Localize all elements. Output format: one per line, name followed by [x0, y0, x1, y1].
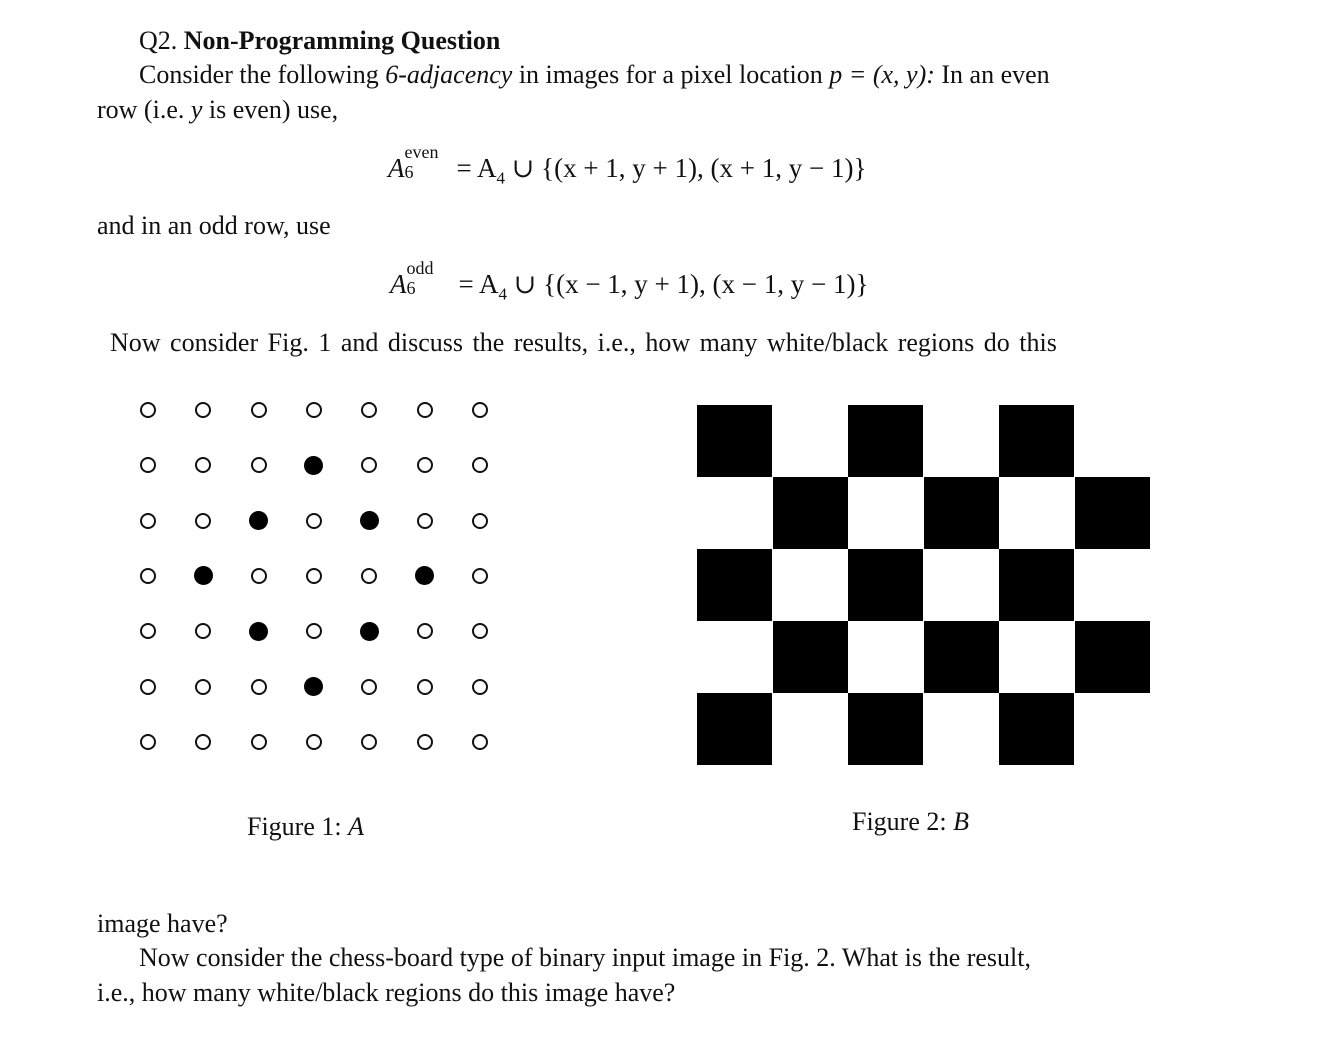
line2-var: y	[190, 95, 203, 124]
white-pixel	[417, 623, 433, 639]
white-pixel	[417, 679, 433, 695]
white-pixel	[140, 402, 156, 418]
white-pixel	[417, 402, 433, 418]
black-square	[773, 621, 848, 693]
eq-odd-set: ∪ {(x − 1, y + 1), (x − 1, y − 1)}	[507, 269, 869, 299]
white-square	[697, 477, 772, 549]
fig2-question-line-2: i.e., how many white/black regions do this image have?	[97, 978, 676, 1007]
eq-odd-sup: odd	[406, 258, 434, 278]
black-pixel	[249, 511, 268, 530]
white-pixel	[251, 734, 267, 750]
eq-odd-lhs: A	[390, 269, 407, 299]
white-square	[848, 621, 923, 693]
eq-odd-rhs-sub: 4	[498, 284, 507, 304]
black-square	[697, 693, 772, 765]
intro-text-b: in images for a pixel location	[518, 60, 823, 89]
black-square	[924, 621, 999, 693]
image-have-text: image have?	[97, 909, 228, 938]
figure2-caption-prefix: Figure 2:	[852, 807, 947, 836]
figure1-caption-prefix: Figure 1:	[247, 812, 342, 841]
white-pixel	[140, 623, 156, 639]
white-square	[1075, 405, 1150, 477]
white-pixel	[195, 734, 211, 750]
white-pixel	[361, 457, 377, 473]
white-pixel	[140, 513, 156, 529]
white-pixel	[195, 457, 211, 473]
white-square	[924, 549, 999, 621]
white-pixel	[417, 457, 433, 473]
white-pixel	[306, 402, 322, 418]
figure1-caption	[247, 812, 364, 842]
white-pixel	[306, 734, 322, 750]
eq-even-rhs-sub: 4	[496, 168, 505, 188]
intro-math: p = (x, y):	[829, 60, 935, 89]
eq-even-sub: 6	[404, 162, 414, 182]
white-square	[924, 693, 999, 765]
question-title: Non-Programming Question	[183, 26, 501, 55]
black-square	[697, 405, 772, 477]
white-pixel	[140, 679, 156, 695]
black-square	[848, 405, 923, 477]
white-pixel	[306, 513, 322, 529]
black-pixel	[360, 511, 379, 530]
equation-odd	[390, 258, 869, 311]
white-pixel	[306, 623, 322, 639]
question-number: Q2.	[139, 26, 178, 55]
black-pixel	[304, 456, 323, 475]
white-pixel	[361, 568, 377, 584]
white-square	[773, 405, 848, 477]
black-square	[848, 549, 923, 621]
white-square	[1075, 549, 1150, 621]
black-square	[999, 405, 1074, 477]
black-pixel	[304, 677, 323, 696]
intro-text-c: In an even	[941, 60, 1050, 89]
consider-fig1-text: Now consider Fig. 1 and discuss the results, i.e., how many white/black regions do this	[110, 328, 1057, 357]
figure1-caption-var: A	[348, 812, 364, 841]
equation-even	[388, 142, 867, 195]
white-pixel	[251, 402, 267, 418]
black-square	[924, 477, 999, 549]
white-square	[999, 621, 1074, 693]
white-pixel	[361, 679, 377, 695]
intro-line-2	[97, 95, 338, 125]
black-pixel	[415, 566, 434, 585]
eq-even-lhs: A	[388, 153, 405, 183]
white-pixel	[472, 679, 488, 695]
white-pixel	[306, 568, 322, 584]
figure2-chessboard	[697, 405, 1150, 765]
white-pixel	[195, 513, 211, 529]
figure1-pixel-grid	[120, 385, 510, 775]
white-pixel	[417, 513, 433, 529]
white-pixel	[361, 734, 377, 750]
white-pixel	[140, 734, 156, 750]
white-pixel	[251, 568, 267, 584]
white-pixel	[195, 679, 211, 695]
eq-even-rhs: = A	[456, 153, 497, 183]
black-square	[1075, 477, 1150, 549]
eq-even-sup: even	[404, 142, 439, 162]
white-square	[848, 477, 923, 549]
white-square	[924, 405, 999, 477]
question-heading	[139, 26, 500, 56]
line2-text-b: is even) use,	[208, 95, 339, 124]
white-pixel	[472, 568, 488, 584]
white-pixel	[417, 734, 433, 750]
white-square	[697, 621, 772, 693]
black-square	[697, 549, 772, 621]
line2-text-a: row (i.e.	[97, 95, 185, 124]
white-square	[773, 549, 848, 621]
white-pixel	[361, 402, 377, 418]
eq-odd-rhs: = A	[458, 269, 499, 299]
black-pixel	[249, 622, 268, 641]
white-pixel	[195, 623, 211, 639]
intro-term: 6-adjacency	[385, 60, 513, 89]
fig2-question-line-1: Now consider the chess-board type of binary input image in Fig. 2. What is the result,	[139, 943, 1031, 972]
white-pixel	[251, 679, 267, 695]
white-square	[773, 693, 848, 765]
white-pixel	[472, 623, 488, 639]
black-square	[999, 549, 1074, 621]
black-pixel	[360, 622, 379, 641]
white-pixel	[472, 513, 488, 529]
white-pixel	[472, 734, 488, 750]
black-pixel	[194, 566, 213, 585]
white-pixel	[472, 457, 488, 473]
white-square	[999, 477, 1074, 549]
black-square	[999, 693, 1074, 765]
white-pixel	[195, 402, 211, 418]
white-pixel	[140, 568, 156, 584]
black-square	[848, 693, 923, 765]
white-pixel	[472, 402, 488, 418]
intro-line-1	[139, 60, 1050, 90]
figure2-caption-var: B	[953, 807, 969, 836]
eq-odd-sub: 6	[406, 278, 416, 298]
white-square	[1075, 693, 1150, 765]
black-square	[773, 477, 848, 549]
white-pixel	[251, 457, 267, 473]
intro-text-a: Consider the following	[139, 60, 379, 89]
black-square	[1075, 621, 1150, 693]
figure2-caption	[852, 807, 969, 837]
eq-even-set: ∪ {(x + 1, y + 1), (x + 1, y − 1)}	[505, 153, 867, 183]
white-pixel	[140, 457, 156, 473]
odd-row-text: and in an odd row, use	[97, 211, 331, 240]
